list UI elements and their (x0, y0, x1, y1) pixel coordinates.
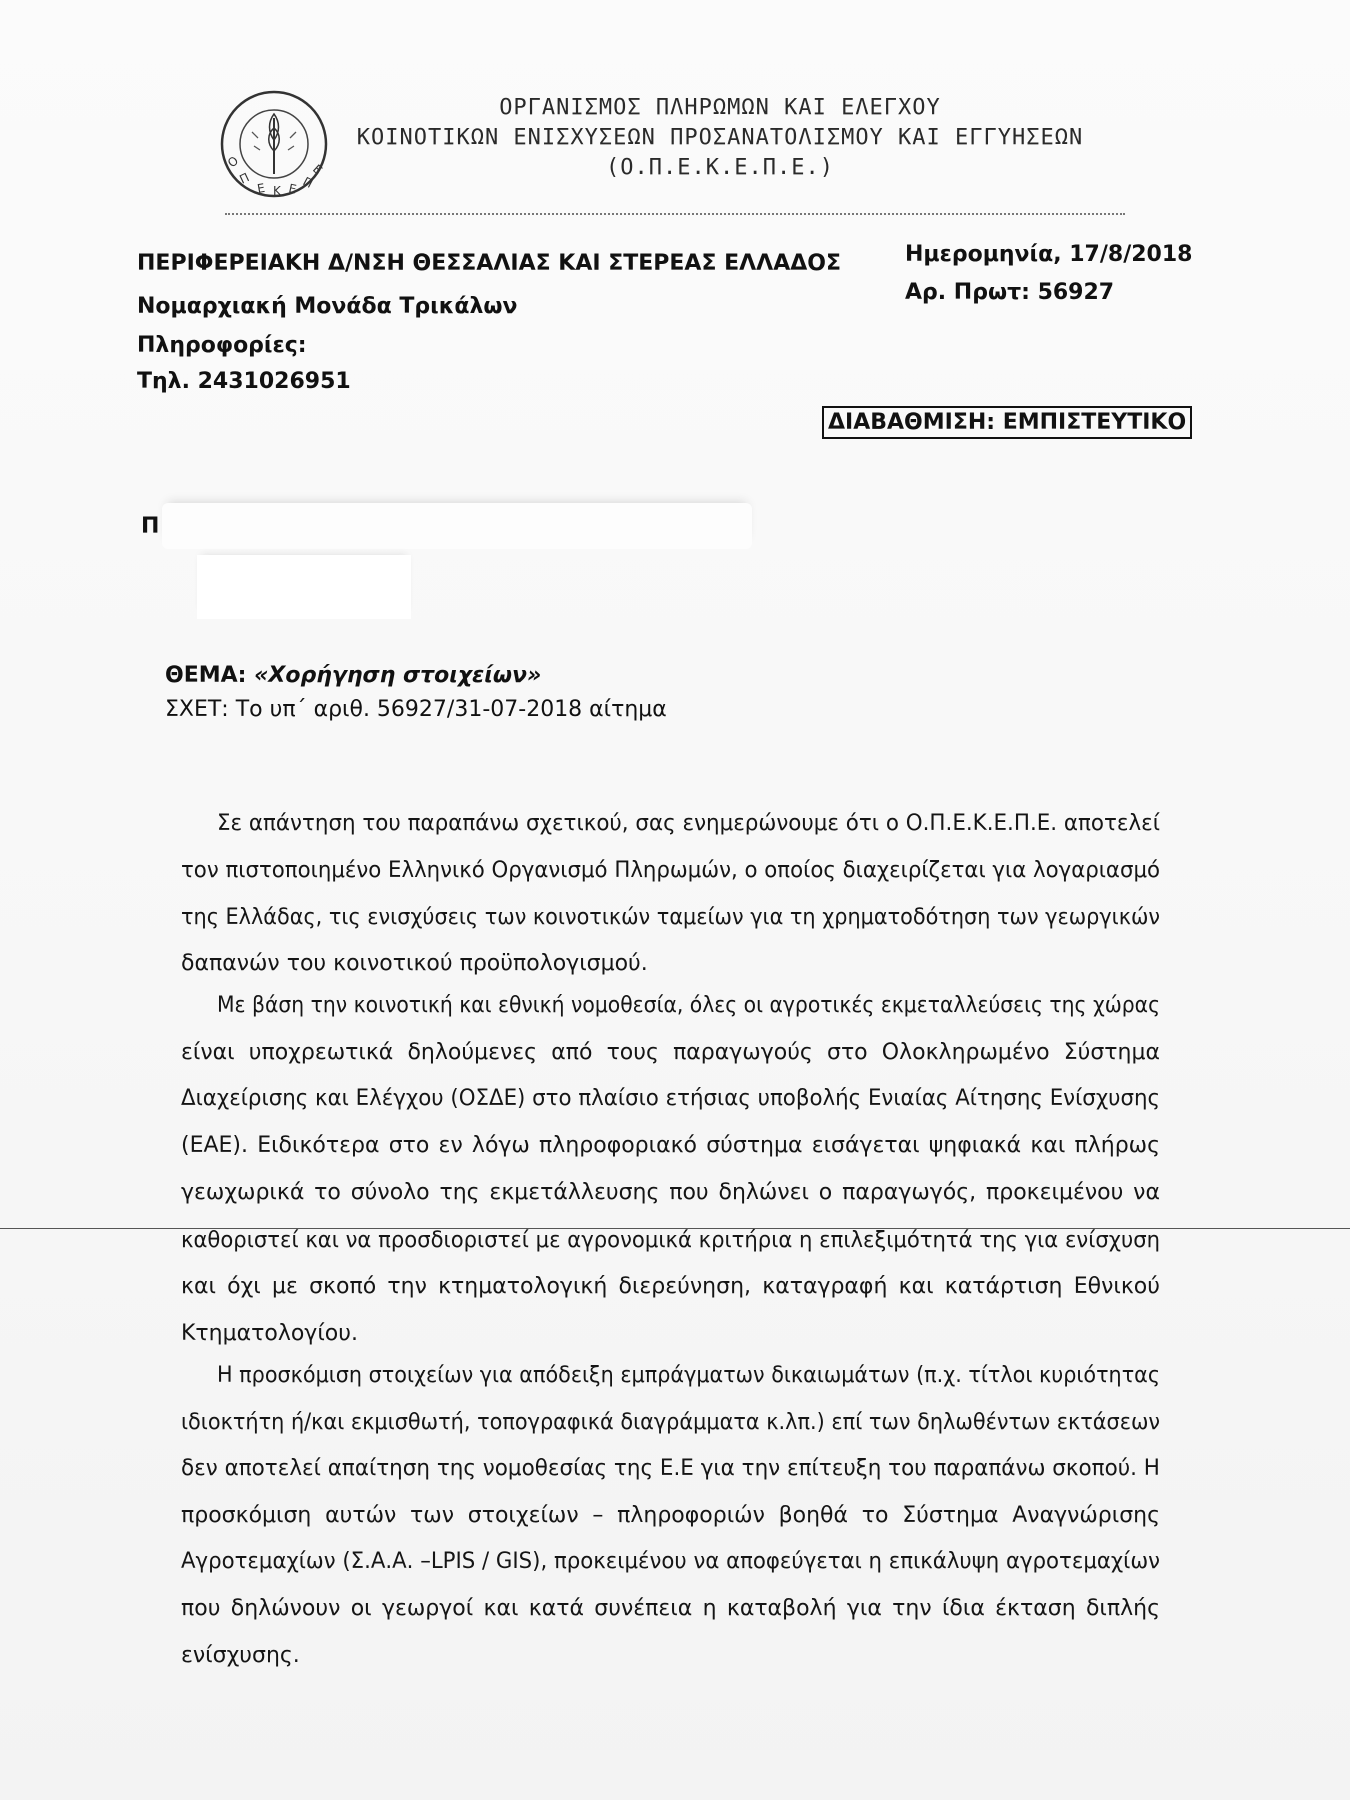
paragraph-3-line: ιδιοκτήτη ή/και εκμισθωτή, τοπογραφικά διαγράμματα κ.λπ.) επί των δηλωθέντων εκτάσεων (181, 1410, 1161, 1435)
org-name-line-2: ΚΟΙΝΟΤΙΚΩΝ ΕΝΙΣΧΥΣΕΩΝ ΠΡΟΣΑΝΑΤΟΛΙΣΜΟΥ ΚΑΙ ΕΓΓΥΗΣΕΩΝ (356, 125, 1084, 150)
phone-number: Τηλ. 2431026951 (137, 369, 351, 394)
svg-text:Κ: Κ (273, 184, 281, 198)
svg-text:Π: Π (237, 170, 252, 187)
subject-value: «Χορήγηση στοιχείων» (254, 663, 542, 688)
svg-text:Π: Π (300, 174, 316, 191)
subject-label: ΘΕΜΑ: (165, 663, 255, 688)
paragraph-2-line: Διαχείρισης και Ελέγχου (ΟΣΔΕ) στο πλαίσιο ετήσιας υποβολής Ενιαίας Αίτησης Ενίσχυσης (181, 1086, 1161, 1111)
redaction-block (162, 503, 752, 549)
paragraph-1-line: δαπανών του κοινοτικού προϋπολογισμού. (181, 951, 648, 976)
paragraph-3-line: Αγροτεμαχίων (Σ.Α.Α. –LPIS / GIS), προκειμένου να αποφεύγεται η επικάλυψη αγροτεμαχίων (181, 1549, 1161, 1574)
svg-text:Ε: Ε (309, 161, 326, 178)
paragraph-2-line: και όχι με σκοπό την κτηματολογική διερεύνηση, καταγραφή και κατάρτιση Εθνικού (181, 1274, 1160, 1299)
paragraph-1-line: τον πιστοποιημένο Ελληνικό Οργανισμό Πληρωμών, ο οποίος διαχειρίζεται για λογαριασμό (181, 858, 1161, 883)
paragraph-2-line: Με βάση την κοινοτική και εθνική νομοθεσία, όλες οι αγροτικές εκμεταλλεύσεις της χώρας (217, 993, 1161, 1018)
sender-department: ΠΕΡΙΦΕΡΕΙΑΚΗ Δ/ΝΣΗ ΘΕΣΣΑΛΙΑΣ ΚΑΙ ΣΤΕΡΕΑΣ ΕΛΛΑΔΟΣ (137, 251, 841, 276)
paragraph-2-line: είναι υποχρεωτικά δηλούμενες από τους παραγωγούς στο Ολοκληρωμένο Σύστημα (181, 1040, 1160, 1065)
wheat-seal-icon (218, 88, 330, 200)
header-divider (225, 213, 1125, 215)
svg-text:Ο: Ο (224, 153, 242, 171)
svg-text:Ε: Ε (287, 181, 298, 197)
paragraph-2-line: Κτηματολογίου. (181, 1321, 358, 1346)
redaction-block (197, 555, 411, 619)
paragraph-2-line: (ΕΑΕ). Ειδικότερα στο εν λόγω πληροφοριακό σύστημα εισάγεται ψηφιακά και πλήρως (181, 1133, 1161, 1158)
sender-unit: Νομαρχιακή Μονάδα Τρικάλων (137, 294, 518, 319)
paragraph-3-line: προσκόμιση αυτών των στοιχείων – πληροφοριών βοηθά το Σύστημα Αναγνώρισης (181, 1503, 1161, 1528)
paragraph-3-line: που δηλώνουν οι γεωργοί και κατά συνέπεια η καταβολή για την ίδια έκταση διπλής (181, 1596, 1160, 1621)
org-name-line-1: ΟΡΓΑΝΙΣΜΟΣ ΠΛΗΡΩΜΩΝ ΚΑΙ ΕΛΕΓΧΟΥ (499, 95, 941, 120)
paragraph-3-line: δεν αποτελεί απαίτηση της νομοθεσίας της Ε.Ε για την επίτευξη του παραπάνω σκοπού. Η (181, 1456, 1160, 1481)
paragraph-1-line: της Ελλάδας, τις ενισχύσεις των κοινοτικών ταμείων για τη χρηματοδότηση των γεωργικών (181, 905, 1161, 930)
protocol-number: Αρ. Πρωτ: 56927 (905, 280, 1115, 305)
paragraph-3-line: Η προσκόμιση στοιχείων για απόδειξη εμπράγματων δικαιωμάτων (π.χ. τίτλοι κυριότητας (217, 1363, 1161, 1388)
recipient-initial: Π (141, 514, 160, 539)
reference-line: ΣΧΕΤ: Το υπ΄ αριθ. 56927/31-07-2018 αίτημα (165, 697, 667, 722)
paragraph-3-line: ενίσχυσης. (181, 1643, 300, 1668)
org-acronym: (Ο.Π.Ε.Κ.Ε.Π.Ε.) (606, 155, 834, 180)
info-label: Πληροφορίες: (137, 333, 307, 358)
svg-text:Ε: Ε (256, 180, 266, 196)
letter-date: Ημερομηνία, 17/8/2018 (905, 242, 1193, 267)
paragraph-2-line: καθοριστεί και να προσδιοριστεί με αγρονομικά κριτήρια η επιλεξιμότητά της για ενίσχυση (181, 1228, 1161, 1253)
paragraph-2-line: γεωχωρικά το σύνολο της εκμετάλλευσης που δηλώνει ο παραγωγός, προκειμένου να (181, 1180, 1160, 1205)
paragraph-1-line: Σε απάντηση του παραπάνω σχετικού, σας ενημερώνουμε ότι ο Ο.Π.Ε.Κ.Ε.Π.Ε. αποτελεί (217, 811, 1160, 836)
classification-box: ΔΙΑΒΑΘΜΙΣΗ: ΕΜΠΙΣΤΕΥΤΙΚΟ (822, 406, 1192, 439)
subject-line (165, 663, 541, 688)
